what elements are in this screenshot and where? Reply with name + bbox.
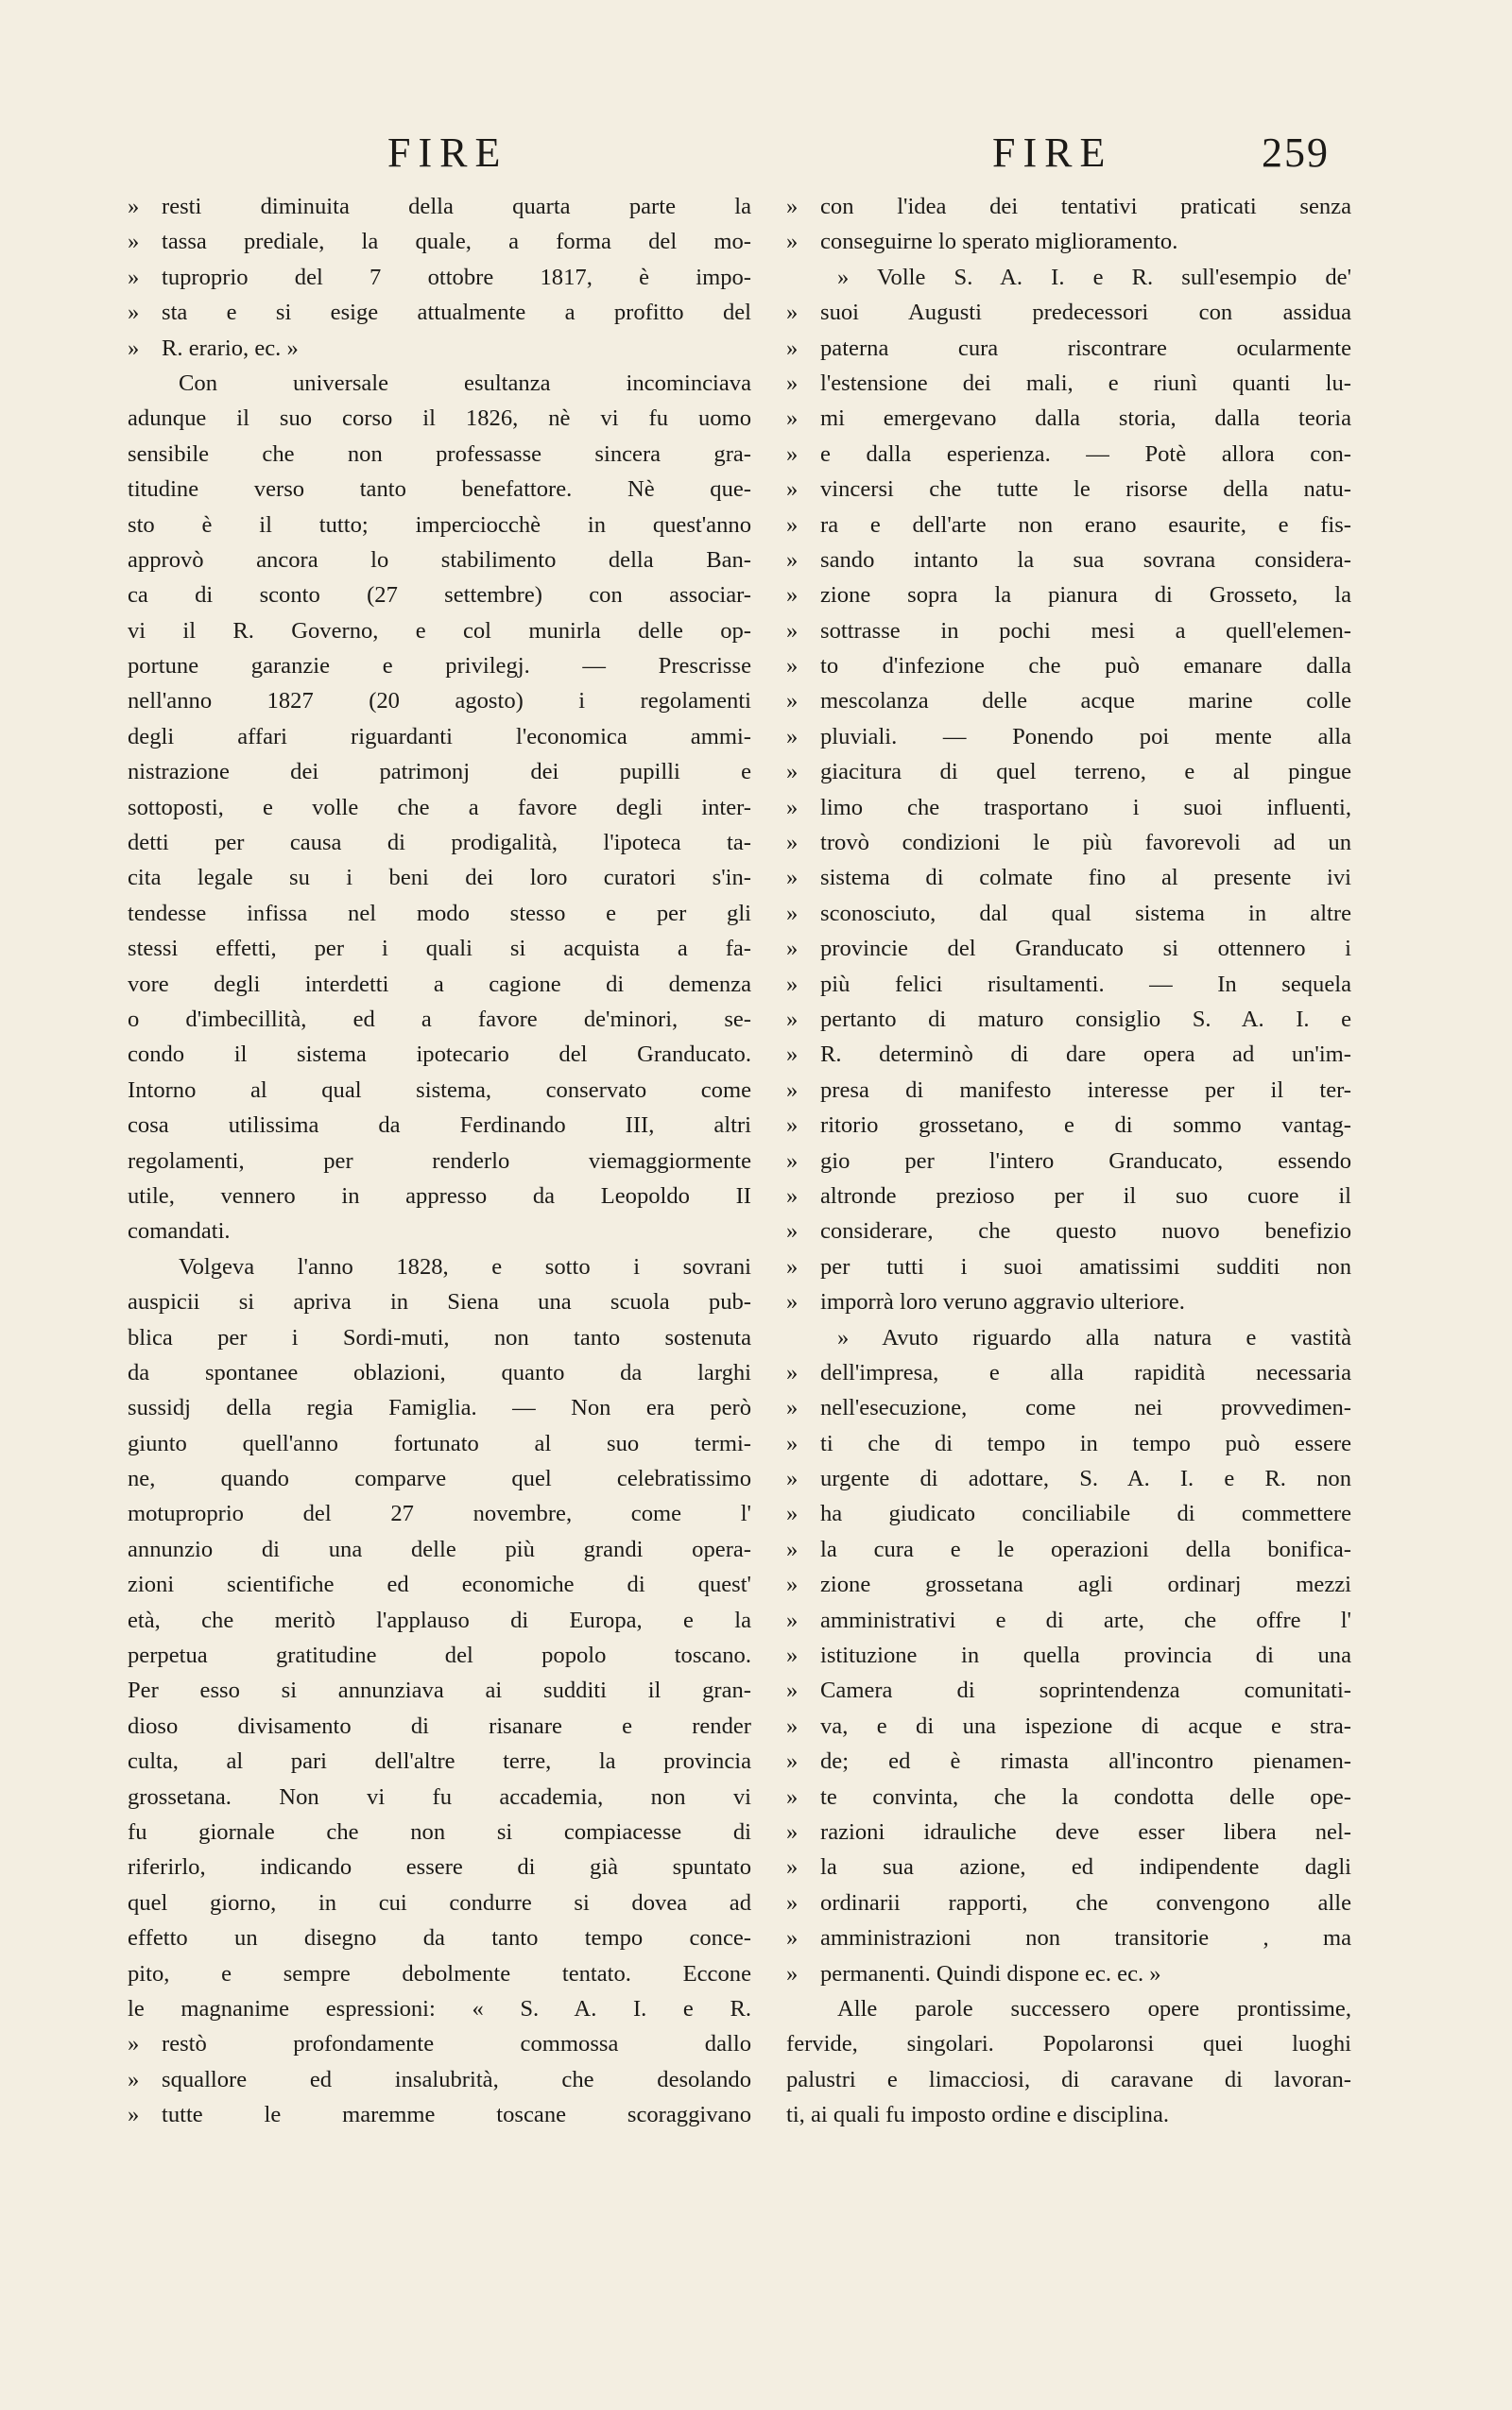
right-column-line: » pertanto di maturo consiglio S. A. I. e <box>786 1002 1351 1037</box>
right-column-line: » amministrazioni non transitorie , ma <box>786 1920 1351 1955</box>
right-column-line: » R. determinò di dare opera ad un'im- <box>786 1037 1351 1072</box>
left-column-line: adunque il suo corso il 1826, nè vi fu uomo <box>128 405 751 432</box>
left-column-line: annunzio di una delle più grandi opera- <box>128 1536 751 1562</box>
left-column-line: da spontanee oblazioni, quanto da larghi <box>128 1359 751 1386</box>
left-column-line: Con universale esultanza incominciava <box>179 370 751 396</box>
right-column-line: » imporrà loro veruno aggravio ulteriore. <box>786 1284 1351 1319</box>
left-column-line: titudine verso tanto benefattore. Nè que- <box>128 476 751 503</box>
right-column-line: » ti che di tempo in tempo può essere <box>786 1426 1351 1461</box>
right-column-line: » la cura e le operazioni della bonifica- <box>786 1532 1351 1567</box>
left-column-line: degli affari riguardanti l'economica ammi- <box>128 723 751 749</box>
right-column-line: » permanenti. Quindi dispone ec. ec. » <box>786 1956 1351 1991</box>
right-column-line: » de; ed è rimasta all'incontro pienamen- <box>786 1744 1351 1779</box>
left-column-line: detti per causa di prodigalità, l'ipoteca ta- <box>128 830 751 856</box>
left-column-line: grossetana. Non vi fu accademia, non vi <box>128 1783 751 1810</box>
left-column-line: sensibile che non professasse sincera gra- <box>128 440 751 467</box>
left-column-line: stessi effetti, per i quali si acquista a fa- <box>128 936 751 962</box>
right-column-line: » Volle S. A. I. e R. sull'esempio de' <box>837 264 1351 290</box>
right-column-line: fervide, singolari. Popolaronsi quei luoghi <box>786 2031 1351 2057</box>
left-column-line: cita legale su i beni dei loro curatori s'in- <box>128 865 751 891</box>
left-column-line: età, che meritò l'applauso di Europa, e la <box>128 1607 751 1633</box>
right-column-line: » to d'infezione che può emanare dalla <box>786 648 1351 683</box>
left-column-line: ne, quando comparve quel celebratissimo <box>128 1466 751 1492</box>
left-column-line: ca di sconto (27 settembre) con associar- <box>128 582 751 609</box>
left-column-line: approvò ancora lo stabilimento della Ban- <box>128 546 751 573</box>
left-column-line: le magnanime espressioni: « S. A. I. e R. <box>128 1995 751 2022</box>
left-column-line: Per esso si annunziava ai sudditi il gran- <box>128 1678 751 1704</box>
right-column-line: » ordinarii rapporti, che convengono alle <box>786 1885 1351 1920</box>
right-column-line: » urgente di adottare, S. A. I. e R. non <box>786 1461 1351 1496</box>
right-column-line: » zione sopra la pianura di Grosseto, la <box>786 577 1351 612</box>
left-column-line: portune garanzie e privilegj. — Prescrisse <box>128 653 751 680</box>
right-column-line: » vincersi che tutte le risorse della natu- <box>786 472 1351 507</box>
left-column-line: riferirlo, indicando essere di già spuntato <box>128 1854 751 1881</box>
right-column-line: » nell'esecuzione, come nei provvedimen- <box>786 1390 1351 1425</box>
left-column-line: » resti diminuita della quarta parte la <box>128 189 751 224</box>
right-column-line: » ra e dell'arte non erano esaurite, e fis- <box>786 508 1351 542</box>
right-column-line: » dell'impresa, e alla rapidità necessaria <box>786 1355 1351 1390</box>
right-column-line: » sconosciuto, dal qual sistema in altre <box>786 896 1351 931</box>
left-column-line: sto è il tutto; imperciocchè in quest'anno <box>128 511 751 538</box>
left-column-line: comandati. <box>128 1218 231 1245</box>
right-column-line: » paterna cura riscontrare ocularmente <box>786 331 1351 366</box>
right-column-line: » sistema di colmate fino al presente ivi <box>786 860 1351 895</box>
right-column-line: » provincie del Granducato si ottennero i <box>786 931 1351 966</box>
left-column-line: giunto quell'anno fortunato al suo termi- <box>128 1430 751 1456</box>
right-column-line: » giacitura di quel terreno, e al pingue <box>786 754 1351 789</box>
right-column-line: » te convinta, che la condotta delle ope- <box>786 1780 1351 1815</box>
left-column-line: vore degli interdetti a cagione di demenza <box>128 971 751 997</box>
left-column-line: perpetua gratitudine del popolo toscano. <box>128 1643 751 1669</box>
left-column-line: regolamenti, per renderlo viemaggiormente <box>128 1147 751 1174</box>
left-column-line: » tassa prediale, la quale, a forma del mo- <box>128 224 751 259</box>
left-column-line: sottoposti, e volle che a favore degli inter- <box>128 794 751 820</box>
right-column-line: » Camera di soprintendenza comunitati- <box>786 1673 1351 1708</box>
left-column-line: nistrazione dei patrimonj dei pupilli e <box>128 759 751 785</box>
right-column-line: » più felici risultamenti. — In sequela <box>786 967 1351 1002</box>
right-column-line: » suoi Augusti predecessori con assidua <box>786 295 1351 330</box>
right-column-line: » pluviali. — Ponendo poi mente alla <box>786 719 1351 754</box>
left-column-line: » restò profondamente commossa dallo <box>128 2026 751 2061</box>
right-column-line: » amministrativi e di arte, che offre l' <box>786 1603 1351 1638</box>
right-column-line: » conseguirne lo sperato miglioramento. <box>786 224 1351 259</box>
left-column-line: culta, al pari dell'altre terre, la provincia <box>128 1748 751 1775</box>
left-column-line: effetto un disegno da tanto tempo conce- <box>128 1925 751 1952</box>
left-column-line: vi il R. Governo, e col munirla delle op- <box>128 617 751 644</box>
left-column-line: Volgeva l'anno 1828, e sotto i sovrani <box>179 1253 751 1280</box>
right-column-line: » trovò condizioni le più favorevoli ad un <box>786 825 1351 860</box>
left-column-line: blica per i Sordi-muti, non tanto sostenuta <box>128 1324 751 1351</box>
right-column-line: palustri e limacciosi, di caravane di lavoran- <box>786 2066 1351 2092</box>
right-column-line: » va, e di una ispezione di acque e stra- <box>786 1709 1351 1744</box>
page-number: 259 <box>1262 129 1330 176</box>
right-column-line: Alle parole successero opere prontissime, <box>837 1995 1351 2022</box>
right-column-line: » gio per l'intero Granducato, essendo <box>786 1144 1351 1179</box>
right-column-line: » per tutti i suoi amatissimi sudditi non <box>786 1249 1351 1284</box>
right-column-line: » sando intanto la sua sovrana considera- <box>786 542 1351 577</box>
right-column-line: » zione grossetana agli ordinarj mezzi <box>786 1567 1351 1602</box>
right-column-line: » con l'idea dei tentativi praticati senza <box>786 189 1351 224</box>
left-column-line: cosa utilissima da Ferdinando III, altri <box>128 1112 751 1139</box>
left-column-line: » sta e si esige attualmente a profitto del <box>128 295 751 330</box>
left-column-line: pito, e sempre debolmente tentato. Eccone <box>128 1960 751 1987</box>
right-column-line: » limo che trasportano i suoi influenti, <box>786 790 1351 825</box>
left-text-column <box>128 189 751 2132</box>
right-column-line: » Avuto riguardo alla natura e vastità <box>837 1324 1351 1351</box>
left-column-line: tendesse infissa nel modo stesso e per gli <box>128 900 751 926</box>
right-column-line: » mi emergevano dalla storia, dalla teoria <box>786 401 1351 436</box>
right-column-line: » l'estensione dei mali, e riunì quanti lu- <box>786 366 1351 401</box>
left-column-line: dioso divisamento di risanare e render <box>128 1713 751 1739</box>
right-column-line: » ha giudicato conciliabile di commettere <box>786 1496 1351 1531</box>
left-column-line: o d'imbecillità, ed a favore de'minori, se- <box>128 1006 751 1032</box>
right-column-line: » mescolanza delle acque marine colle <box>786 683 1351 718</box>
left-column-line: zioni scientifiche ed economiche di quest' <box>128 1572 751 1598</box>
left-column-line: » R. erario, ec. » <box>128 331 751 366</box>
left-column-line: » squallore ed insalubrità, che desolando <box>128 2062 751 2097</box>
left-column-line: utile, vennero in appresso da Leopoldo II <box>128 1182 751 1209</box>
right-column-line: » altronde prezioso per il suo cuore il <box>786 1179 1351 1214</box>
left-running-head: FIRE <box>387 129 508 176</box>
left-column-line: nell'anno 1827 (20 agosto) i regolamenti <box>128 688 751 714</box>
right-running-head: FIRE <box>992 129 1113 176</box>
right-column-line: ti, ai quali fu imposto ordine e disciplina. <box>786 2102 1170 2128</box>
right-column-line: » razioni idrauliche deve esser libera nel- <box>786 1815 1351 1850</box>
right-column-line: » ritorio grossetano, e di sommo vantag- <box>786 1108 1351 1143</box>
right-column-line: » e dalla esperienza. — Potè allora con- <box>786 437 1351 472</box>
right-column-line: » presa di manifesto interesse per il ter- <box>786 1073 1351 1108</box>
left-column-line: motuproprio del 27 novembre, come l' <box>128 1501 751 1527</box>
left-column-line: quel giorno, in cui condurre si dovea ad <box>128 1889 751 1916</box>
left-column-line: fu giornale che non si compiacesse di <box>128 1818 751 1845</box>
left-column-line: sussidj della regia Famiglia. — Non era però <box>128 1395 751 1421</box>
right-column-line: » la sua azione, ed indipendente dagli <box>786 1850 1351 1885</box>
right-text-column <box>786 189 1351 2132</box>
right-column-line: » istituzione in quella provincia di una <box>786 1638 1351 1673</box>
left-column-line: condo il sistema ipotecario del Granducato. <box>128 1041 751 1068</box>
right-column-line: » sottrasse in pochi mesi a quell'elemen- <box>786 613 1351 648</box>
left-column-line: » tutte le maremme toscane scoraggivano <box>128 2097 751 2132</box>
left-column-line: Intorno al qual sistema, conservato come <box>128 1076 751 1103</box>
left-column-line: auspicii si apriva in Siena una scuola pub- <box>128 1289 751 1316</box>
right-column-line: » considerare, che questo nuovo benefizio <box>786 1214 1351 1248</box>
left-column-line: » tuproprio del 7 ottobre 1817, è impo- <box>128 260 751 295</box>
